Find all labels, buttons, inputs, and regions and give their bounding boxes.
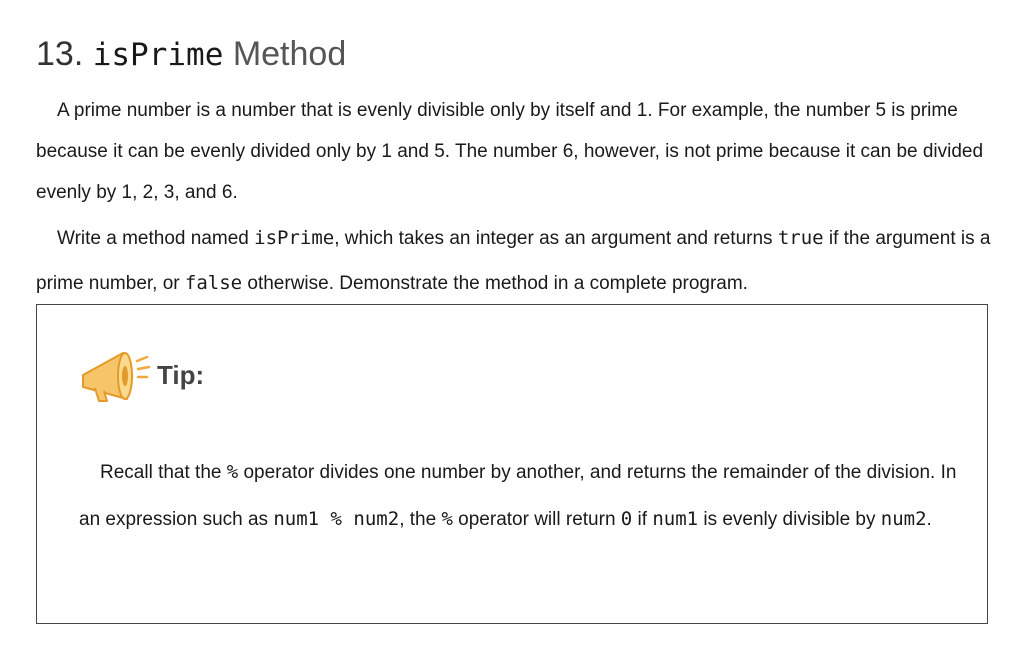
task-paragraph bbox=[36, 216, 996, 306]
tip-text-7: . bbox=[926, 509, 932, 530]
tip-code-mod: % bbox=[226, 461, 239, 483]
task-text-2: , which takes an integer as an argument and returns bbox=[334, 228, 778, 249]
tip-text-3: , the bbox=[399, 509, 442, 530]
task-code-true: true bbox=[777, 227, 824, 249]
task-code-false: false bbox=[184, 272, 243, 294]
tip-code-expression: num1 % num2 bbox=[273, 508, 400, 530]
tip-code-zero: 0 bbox=[620, 508, 633, 530]
intro-paragraph: A prime number is a number that is evenly divisible only by itself and 1. For example, the number 5 is prime because it can be evenly divided only by 1 and 5. The number 6, however, is not prime because it can be divided evenly by 1, 2, 3, and 6. bbox=[36, 100, 984, 203]
tip-text-2: operator divides one number by another, and returns the remainder of the division. In an expression such as bbox=[79, 462, 957, 530]
task-text-1: Write a method named bbox=[57, 228, 255, 249]
tip-text-5: if bbox=[632, 509, 653, 530]
tip-text-1: Recall that the bbox=[100, 462, 227, 483]
task-text-4: otherwise. Demonstrate the method in a complete program. bbox=[242, 273, 748, 294]
tip-code-mod-2: % bbox=[441, 508, 453, 530]
task-text-3: if the argument is a prime number, or bbox=[36, 228, 991, 294]
title-method-name: isPrime bbox=[92, 37, 224, 73]
task-code-method: isPrime bbox=[254, 227, 335, 249]
tip-box bbox=[36, 304, 988, 624]
tip-text-4: operator will return bbox=[452, 509, 621, 530]
tip-text bbox=[79, 449, 959, 543]
tip-text-6: is evenly divisible by bbox=[698, 509, 881, 530]
title-word: Method bbox=[232, 35, 347, 73]
page-title bbox=[36, 30, 346, 79]
tip-code-num2: num2 bbox=[880, 508, 927, 530]
title-number: 13. bbox=[36, 35, 84, 73]
tip-code-num1: num1 bbox=[652, 508, 699, 530]
megaphone-icon bbox=[77, 347, 157, 409]
tip-label: Tip: bbox=[157, 360, 205, 390]
